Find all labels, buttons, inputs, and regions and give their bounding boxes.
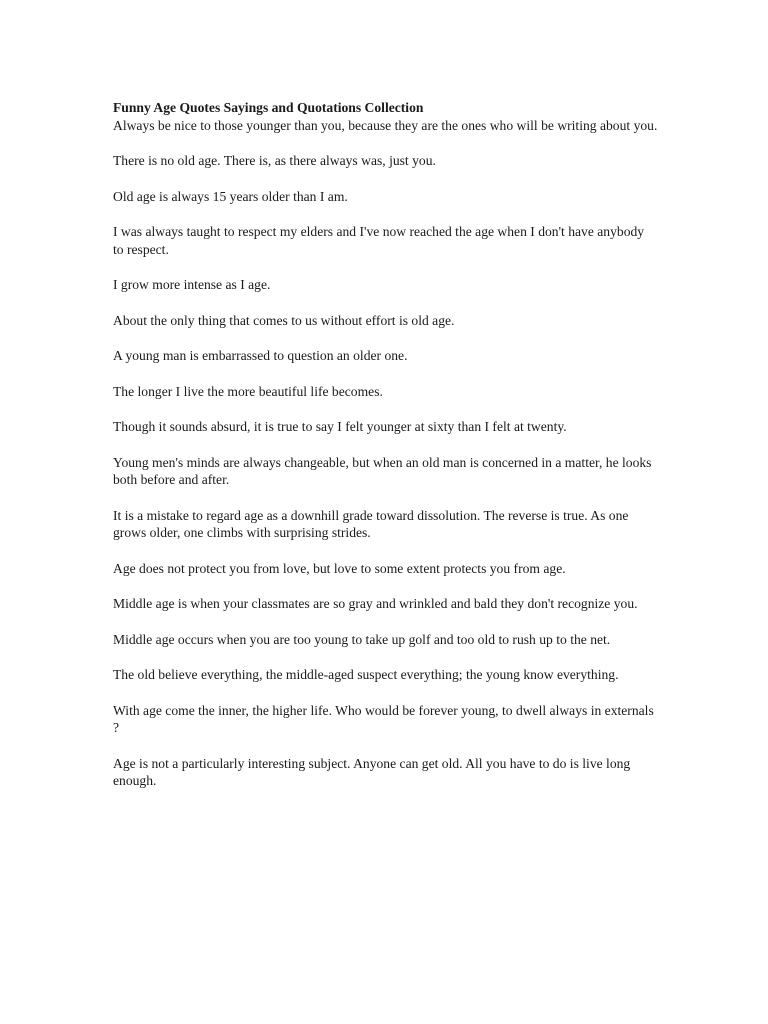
quote-paragraph: The longer I live the more beautiful life becomes. xyxy=(113,383,383,399)
quote-paragraph: Age does not protect you from love, but love to some extent protects you from age. xyxy=(113,560,566,576)
quote-paragraph: A young man is embarrassed to question an older one. xyxy=(113,348,408,363)
document-title: Funny Age Quotes Sayings and Quotations Collection xyxy=(113,100,424,115)
quote-paragraph: I was always taught to respect my elders and I've now reached the age when I don't have anybody to respect. xyxy=(113,224,645,257)
quote-paragraph: Age is not a particularly interesting subject. Anyone can get old. All you have to do is live long enough. xyxy=(113,755,631,788)
quote-paragraph: Young men's minds are always changeable, but when an old man is concerned in a matter, he looks both before and after. xyxy=(113,454,652,487)
quote-paragraph: It is a mistake to regard age as a downhill grade toward dissolution. The reverse is true. As one grows older, one climbs with surprising strides. xyxy=(113,507,629,540)
quote-paragraph: Middle age occurs when you are too young to take up golf and too old to rush up to the net. xyxy=(113,631,611,647)
quote-paragraph: About the only thing that comes to us without effort is old age. xyxy=(113,312,455,328)
quote-paragraph: Though it sounds absurd, it is true to say I felt younger at sixty than I felt at twenty. xyxy=(113,419,567,434)
quote-paragraph: Always be nice to those younger than you, because they are the ones who will be writing about you. xyxy=(113,117,658,133)
quote-paragraph: There is no old age. There is, as there always was, just you. xyxy=(113,153,436,168)
quote-paragraph: I grow more intense as I age. xyxy=(113,277,271,292)
quote-paragraph: Middle age is when your classmates are so gray and wrinkled and bald they don't recognize you. xyxy=(113,596,638,611)
quote-paragraph: With age come the inner, the higher life. Who would be forever young, to dwell always in externals ? xyxy=(113,702,654,735)
quote-paragraph: Old age is always 15 years older than I am. xyxy=(113,188,348,204)
quote-paragraph: The old believe everything, the middle-aged suspect everything; the young know everything. xyxy=(113,667,619,682)
document-body xyxy=(113,99,658,808)
